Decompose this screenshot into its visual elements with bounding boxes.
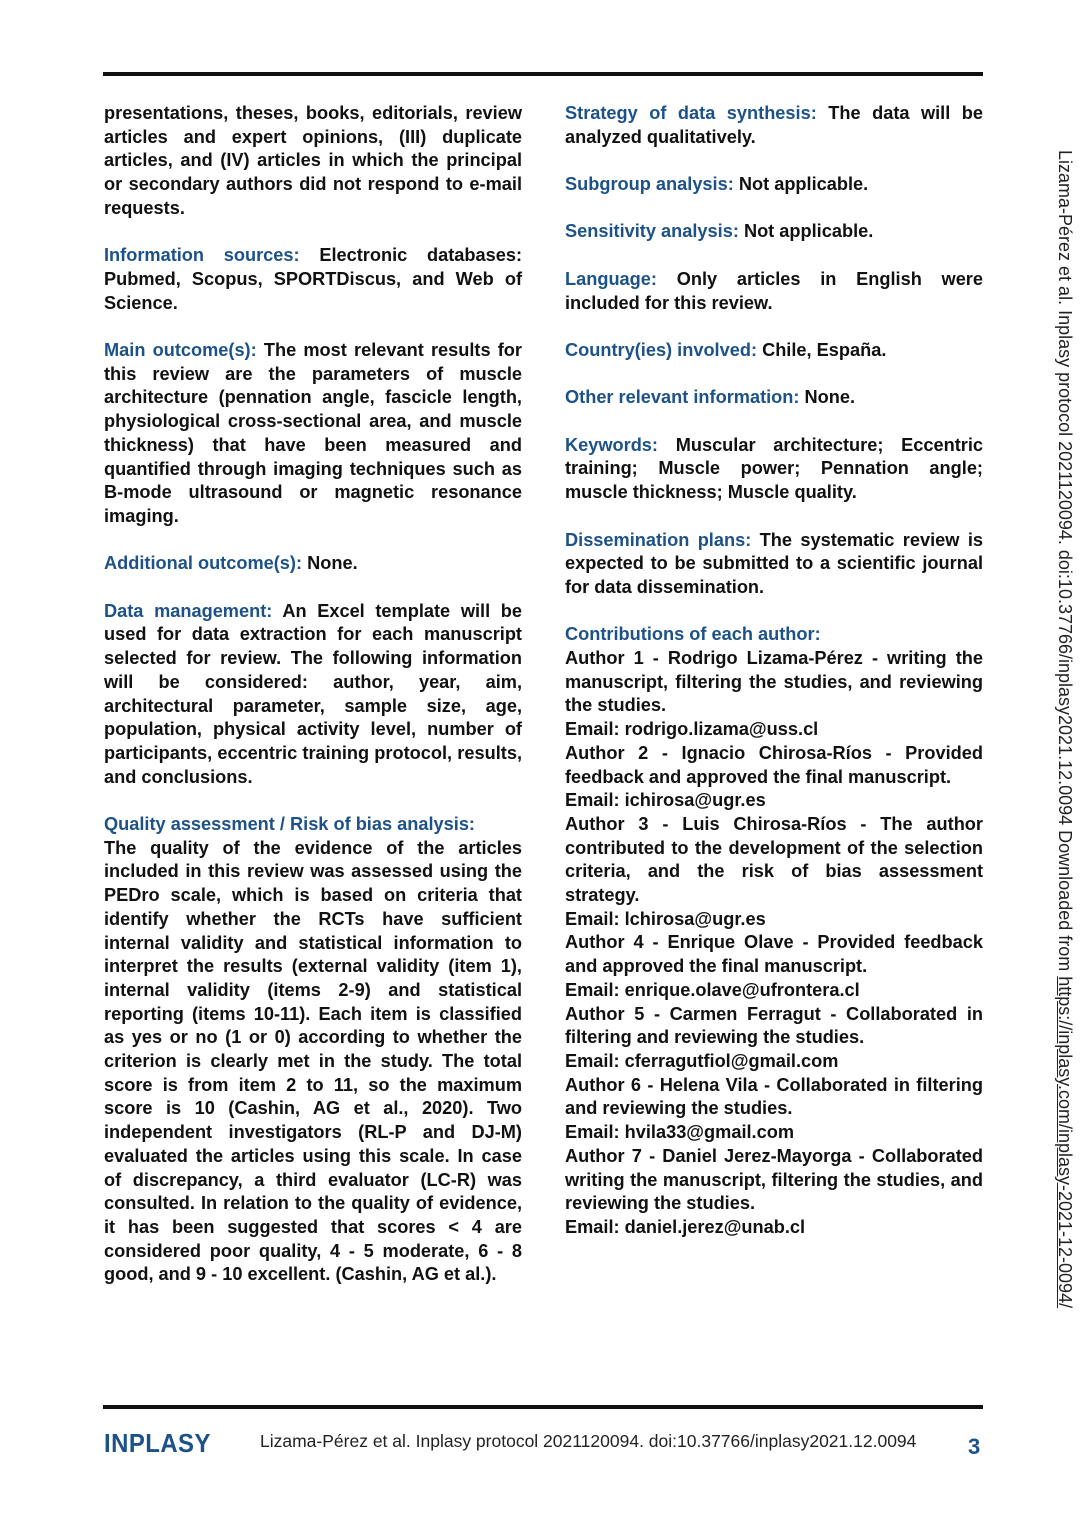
footer-citation: Lizama-Pérez et al. Inplasy protocol 2021120094. doi:10.37766/inplasy2021.12.0094 xyxy=(260,1431,917,1451)
section-text: The systematic review is expected to be submitted to a scientific journal for data dissemination. xyxy=(565,529,983,597)
section-contributions xyxy=(565,623,983,1239)
section-main-outcomes xyxy=(104,339,522,529)
section-text: Electronic databases: Pubmed, Scopus, SPORTDiscus, and Web of Science. xyxy=(104,245,523,313)
author-email: Email: cferragutfiol@gmail.com xyxy=(565,1051,839,1071)
author-email: Email: rodrigo.lizama@uss.cl xyxy=(565,719,819,740)
section-text: None. xyxy=(804,387,856,408)
right-column xyxy=(565,102,983,1240)
section-other-relevant-information xyxy=(565,386,983,410)
section-text: Chile, España. xyxy=(762,339,887,360)
section-label: Subgroup analysis: xyxy=(565,174,734,195)
author-contribution: Author 7 - Daniel Jerez-Mayorga - Collaborated writing the manuscript, filtering the studies, and reviewing the studies. xyxy=(565,1145,983,1214)
section-quality-assessment xyxy=(104,813,522,1287)
section-strategy-of-data-synthesis xyxy=(565,102,983,149)
header-rule xyxy=(103,72,983,76)
section-text: The quality of the evidence of the articles included in this review was assessed using the PEDro scale, which is based on criteria that identify whether the RCTs have sufficient internal validity and statistical information to interpret the results (external validity (item 1), internal validity (items 2-9) and statistical reporting (items 10-11). Each item is classified as yes or no (1 or 0) according to whether the criterion is clearly met in the study. The total score is from item 2 to 11, so the maximum score is 10 (Cashin, AG et al., 2020). Two independent investigators (RL-P and DJ-M) evaluated the articles using this scale. In case of discrepancy, a third evaluator (LC-R) was consulted. In relation to the quality of evidence, it has been suggested that scores < 4 are considered poor quality, 4 - 5 moderate, 6 - 8 good, and 9 - 10 excellent. (Cashin, AG et al.). xyxy=(104,837,522,1285)
section-text: Only articles in English were included for this review. xyxy=(565,268,983,313)
section-text: Not applicable. xyxy=(738,174,869,195)
section-keywords xyxy=(565,434,983,505)
section-label: Main outcome(s): xyxy=(104,340,257,360)
section-text: An Excel template will be used for data extraction for each manuscript selected for review. The following information will be considered: author, year, aim, architectural parameter, sample size, age, population, physical activity level, number of participants, eccentric training protocol, results, and conclusions. xyxy=(104,600,522,787)
author-contribution: Author 6 - Helena Vila - Collaborated in filtering and reviewing the studies. xyxy=(565,1074,983,1119)
author-email: Email: daniel.jerez@unab.cl xyxy=(565,1216,806,1237)
section-label: Country(ies) involved: xyxy=(565,339,757,360)
download-link[interactable]: https://inplasy.com/inplasy-2021-12-0094/ xyxy=(1055,976,1075,1309)
left-column xyxy=(104,102,522,1287)
section-text: The most relevant results for this review are the parameters of muscle architecture (pennation angle, fascicle length, physiological cross-sectional area, and muscle thickness) that have been measured and quantified through imaging techniques such as B-mode ultrasound or magnetic resonance imaging. xyxy=(104,340,522,526)
section-language xyxy=(565,268,983,315)
author-contribution: Author 2 - Ignacio Chirosa-Ríos - Provided feedback and approved the final manuscript. xyxy=(565,742,983,787)
section-text: Muscular architecture; Eccentric training; Muscle power; Pennation angle; muscle thickness; Muscle quality. xyxy=(565,434,983,503)
continuation-paragraph xyxy=(104,102,522,221)
section-additional-outcomes xyxy=(104,552,522,576)
section-label: Keywords: xyxy=(565,434,658,455)
author-email: Email: enrique.olave@ufrontera.cl xyxy=(565,979,860,1000)
author-contribution: Author 3 - Luis Chirosa-Ríos - The author contributed to the development of the selection criteria, and the risk of bias assessment strategy. xyxy=(565,813,983,906)
section-label: Other relevant information: xyxy=(565,387,800,408)
section-label: Quality assessment / Risk of bias analysis: xyxy=(104,814,475,835)
section-label: Sensitivity analysis: xyxy=(565,221,739,242)
section-text: The data will be analyzed qualitatively. xyxy=(565,103,983,147)
author-email: Email: lchirosa@ugr.es xyxy=(565,908,766,929)
section-label: Language: xyxy=(565,268,657,289)
section-label: Information sources: xyxy=(104,245,300,266)
section-label: Additional outcome(s): xyxy=(104,553,303,574)
section-text: None. xyxy=(307,553,358,574)
author-email: Email: hvila33@gmail.com xyxy=(565,1122,794,1143)
section-countries-involved xyxy=(565,339,983,363)
section-subgroup-analysis xyxy=(565,173,983,197)
section-information-sources xyxy=(104,244,522,315)
download-sidebar xyxy=(1051,150,1075,1395)
section-data-management xyxy=(104,600,522,790)
author-contribution: Author 5 - Carmen Ferragut - Collaborated in filtering and reviewing the studies. xyxy=(565,1003,983,1048)
section-label: Strategy of data synthesis: xyxy=(565,103,817,123)
section-label: Dissemination plans: xyxy=(565,529,752,550)
section-label: Data management: xyxy=(104,600,273,621)
section-label: Contributions of each author: xyxy=(565,624,821,645)
sidebar-citation: Lizama-Pérez et al. Inplasy protocol 2021120094. doi:10.37766/inplasy2021.12.0094 Downloaded from xyxy=(1055,150,1075,977)
author-email: Email: ichirosa@ugr.es xyxy=(565,790,766,811)
footer-rule xyxy=(103,1405,983,1409)
continuation-text: presentations, theses, books, editorials, review articles and expert opinions, (III) duplicate articles, and (IV) articles in which the principal or secondary authors did not respond to e-mail requests. xyxy=(104,103,522,218)
page-number: 3 xyxy=(968,1434,981,1459)
author-contribution: Author 4 - Enrique Olave - Provided feedback and approved the final manuscript. xyxy=(565,932,983,977)
section-dissemination-plans xyxy=(565,529,983,600)
journal-logo: INPLASY xyxy=(104,1428,211,1458)
section-text: Not applicable. xyxy=(743,221,874,242)
author-contribution: Author 1 - Rodrigo Lizama-Pérez - writing the manuscript, filtering the studies, and reviewing the studies. xyxy=(565,648,983,716)
section-sensitivity-analysis xyxy=(565,220,983,244)
